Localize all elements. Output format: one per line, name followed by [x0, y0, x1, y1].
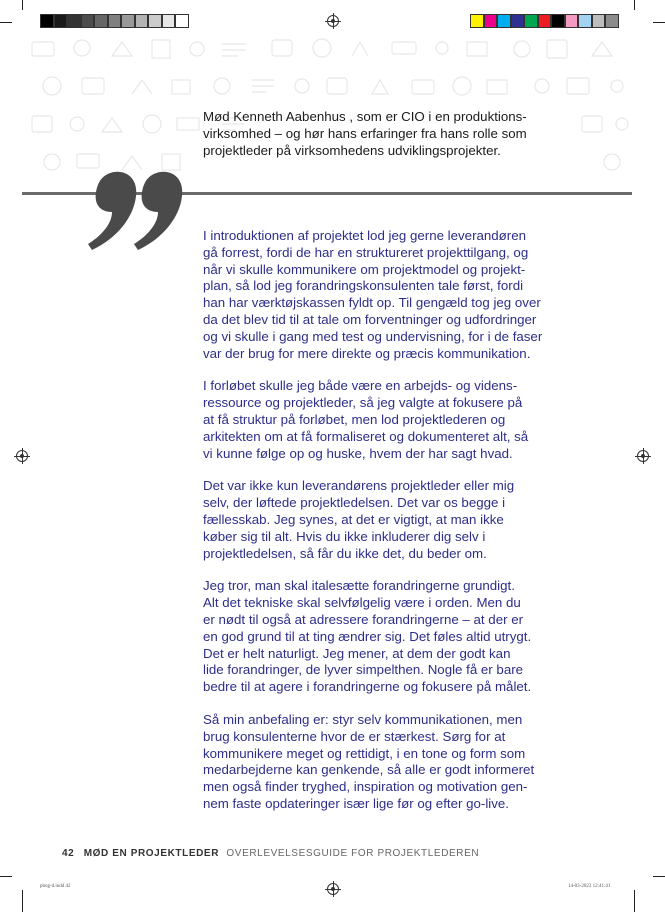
- registration-mark-bottom: [327, 883, 339, 895]
- body-line: bedre til at agere i forandringerne og fokusere på målet.: [203, 679, 532, 695]
- intro-line: Mød Kenneth Aabenhus , som er CIO i en produktions-: [203, 109, 527, 124]
- body-line: I introduktionen af projektet lod jeg gerne leverandøren: [203, 228, 527, 243]
- color-swatch: [592, 14, 606, 28]
- crop-mark-top-right-h: [653, 22, 665, 23]
- registration-mark-top: [327, 15, 339, 27]
- body-line: da det blev tid til at tale om forventninger og udfordringer: [203, 311, 537, 327]
- crop-mark-top-left-v: [22, 0, 23, 10]
- color-swatch: [524, 14, 538, 28]
- body-line: brug konsulenterne hvor de er stærkest. Sørg for at: [203, 728, 506, 744]
- color-swatch: [511, 14, 525, 28]
- body-line: projektledelsen, så får du ikke det, du beder om.: [203, 545, 487, 561]
- registration-mark-right: [637, 450, 649, 462]
- gray-swatch: [175, 14, 189, 28]
- color-swatch: [497, 14, 511, 28]
- body-paragraph: [203, 712, 565, 813]
- crop-mark-top-left-h: [0, 22, 12, 23]
- intro-line: virksomhed – og hør hans erfaringer fra hans rolle som: [203, 126, 527, 141]
- gray-swatch: [40, 14, 54, 28]
- body-line: når vi skulle kommunikere om projektmodel og projekt-: [203, 261, 526, 277]
- page-number: 42: [62, 848, 75, 859]
- page-footer: [62, 848, 479, 859]
- body-line: Det var ikke kun leverandørens projektleder eller mig: [203, 478, 515, 494]
- slug-filename: pbog-d.indd 42: [40, 884, 71, 889]
- body-line: vi kunne følge op og huske, hvem der har sagt hvad.: [203, 445, 513, 461]
- gray-swatch: [148, 14, 162, 28]
- body-paragraph: [203, 578, 565, 696]
- crop-mark-top-right-v: [634, 0, 635, 10]
- gray-swatch: [81, 14, 95, 28]
- guide-title: OVERLEVELSESGUIDE FOR PROJEKTLEDEREN: [226, 848, 480, 859]
- body-line: I forløbet skulle jeg både være en arbejds- og videns-: [203, 378, 518, 394]
- crop-mark-bottom-right-v: [634, 890, 635, 912]
- body-line: kommunikere meget og rettidigt, i en tone og form som: [203, 745, 526, 761]
- body-line: en god grund til at ting ændrer sig. Det føles altid utrygt.: [203, 628, 532, 644]
- crop-mark-bottom-right-h: [653, 876, 665, 877]
- body-line: gå forrest, fordi de har en struktureret projekttilgang, og: [203, 244, 529, 260]
- body-line: at få struktur på forløbet, men lod projektlederen og: [203, 411, 506, 427]
- color-swatch: [578, 14, 592, 28]
- section-title: MØD EN PROJEKTLEDER: [83, 848, 220, 859]
- body-line: er nødt til også at adressere forandringerne – at der er: [203, 611, 524, 627]
- body-line: køber sig til alt. Hvis du ikke inkluderer dig selv i: [203, 528, 486, 544]
- gray-swatch: [108, 14, 122, 28]
- color-swatch: [551, 14, 565, 28]
- process-color-bar: [470, 14, 619, 28]
- gray-swatch: [94, 14, 108, 28]
- body-line: nem faste opdateringer især lige før og efter go-live.: [203, 795, 509, 811]
- body-paragraph: [203, 378, 565, 462]
- body-line: arkitekten om at få formaliseret og dokumenteret alt, så: [203, 428, 529, 444]
- body-line: og vi skulle i gang med test og undervisning, for i de faser: [203, 328, 543, 344]
- gray-swatch: [121, 14, 135, 28]
- crop-mark-bottom-left-h: [0, 876, 12, 877]
- intro-text: [203, 108, 563, 159]
- color-swatch: [470, 14, 484, 28]
- body-line: han har værktøjskassen fyldt op. Til gengæld tog jeg over: [203, 295, 541, 311]
- body-paragraph: [203, 478, 565, 562]
- body-line: Alt det tekniske skal selvfølgelig være i orden. Men du: [203, 595, 521, 611]
- gray-swatch: [162, 14, 176, 28]
- body-line: Så min anbefaling er: styr selv kommunikationen, men: [203, 711, 523, 727]
- body-line: ressource og projektleder, så jeg valgte at fokusere på: [203, 395, 523, 411]
- body-line: selv, der løftede projektledelsen. Det var os begge i: [203, 495, 506, 511]
- quotation-mark-icon: [84, 160, 184, 260]
- body-line: medarbejderne kan genkende, så alle er godt informeret: [203, 762, 535, 778]
- color-swatch: [538, 14, 552, 28]
- color-swatch: [565, 14, 579, 28]
- body-line: Det er helt naturligt. Jeg mener, at dem der godt kan: [203, 645, 511, 661]
- body-line: Jeg tror, man skal italesætte forandringerne grundigt.: [203, 578, 515, 594]
- registration-mark-left: [16, 450, 28, 462]
- gray-swatch: [54, 14, 68, 28]
- color-swatch: [484, 14, 498, 28]
- body-line: fællesskab. Jeg synes, at det er vigtigt, at man ikke: [203, 511, 504, 527]
- crop-mark-bottom-left-v: [22, 890, 23, 912]
- body-line: men også finder tryghed, inspiration og motivation gen-: [203, 779, 528, 795]
- body-line: plan, så lod jeg forandringskonsulenten tale først, fordi: [203, 278, 524, 294]
- grayscale-color-bar: [40, 14, 189, 28]
- body-paragraph: [203, 228, 565, 362]
- article-body: [203, 228, 565, 829]
- slug-timestamp: 14-03-2023 12:41:41: [568, 884, 611, 889]
- intro-line: projektleder på virksomhedens udviklingsprojekter.: [203, 143, 501, 158]
- body-line: lide forandringer, de lyver simpelthen. Nogle få er bare: [203, 662, 524, 678]
- body-line: var der brug for mere direkte og præcis kommunikation.: [203, 345, 531, 361]
- gray-swatch: [67, 14, 81, 28]
- gray-swatch: [135, 14, 149, 28]
- color-swatch: [605, 14, 619, 28]
